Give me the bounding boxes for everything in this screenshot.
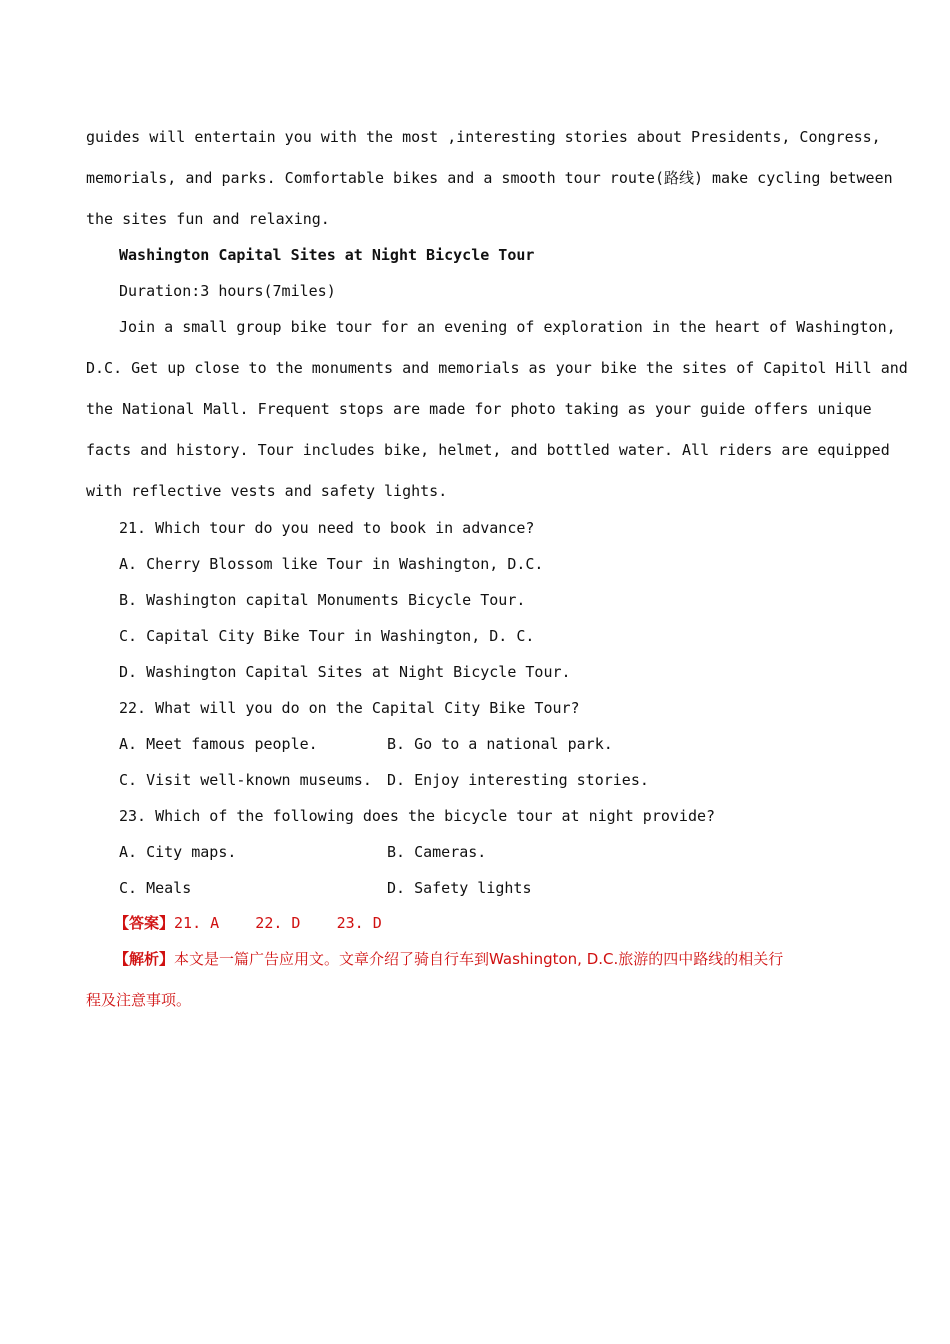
tour-description-line: facts and history. Tour includes bike, helmet, and bottled water. All riders are equipped [86, 441, 890, 459]
answer-label: 【答案】 [114, 914, 175, 932]
analysis-line [114, 949, 783, 969]
q21-option-b: B. Washington capital Monuments Bicycle Tour. [119, 591, 526, 609]
answer-text: 21. A 22. D 23. D [174, 914, 382, 932]
q22-option-c: C. Visit well-known museums. [119, 771, 372, 789]
paragraph-line: memorials, and parks. Comfortable bikes and a smooth tour route(路线) make cycling between [86, 169, 893, 187]
analysis-text-continued: 程及注意事项。 [86, 991, 192, 1009]
q23-option-a: A. City maps. [119, 843, 237, 861]
q23-option-b: B. Cameras. [387, 843, 487, 861]
q23-option-c: C. Meals [119, 879, 192, 897]
q21-option-c: C. Capital City Bike Tour in Washington, D. C. [119, 627, 535, 645]
q23-option-d: D. Safety lights [387, 879, 532, 897]
tour-description-line: Join a small group bike tour for an evening of exploration in the heart of Washington, [119, 318, 896, 336]
question-22: 22. What will you do on the Capital City Bike Tour? [119, 699, 580, 717]
tour-description-line: D.C. Get up close to the monuments and memorials as your bike the sites of Capitol Hill and [86, 359, 908, 377]
q21-option-d: D. Washington Capital Sites at Night Bicycle Tour. [119, 663, 571, 681]
q22-option-d: D. Enjoy interesting stories. [387, 771, 649, 789]
q22-option-a: A. Meet famous people. [119, 735, 318, 753]
tour-description-line: with reflective vests and safety lights. [86, 482, 448, 500]
analysis-text: 本文是一篇广告应用文。文章介绍了骑自行车到Washington, D.C.旅游的四中路线的相关行 [174, 950, 784, 968]
q22-option-b: B. Go to a national park. [387, 735, 613, 753]
q21-option-a: A. Cherry Blossom like Tour in Washington, D.C. [119, 555, 544, 573]
paragraph-line: guides will entertain you with the most ,interesting stories about Presidents, Congress, [86, 128, 881, 146]
analysis-label: 【解析】 [114, 950, 175, 968]
tour-description-line: the National Mall. Frequent stops are made for photo taking as your guide offers unique [86, 400, 872, 418]
question-21: 21. Which tour do you need to book in advance? [119, 519, 535, 537]
tour-duration: Duration:3 hours(7miles) [119, 282, 336, 300]
paragraph-line: the sites fun and relaxing. [86, 210, 330, 228]
tour-title: Washington Capital Sites at Night Bicycle Tour [119, 246, 535, 264]
answer-line [114, 913, 382, 933]
question-23: 23. Which of the following does the bicycle tour at night provide? [119, 807, 716, 825]
